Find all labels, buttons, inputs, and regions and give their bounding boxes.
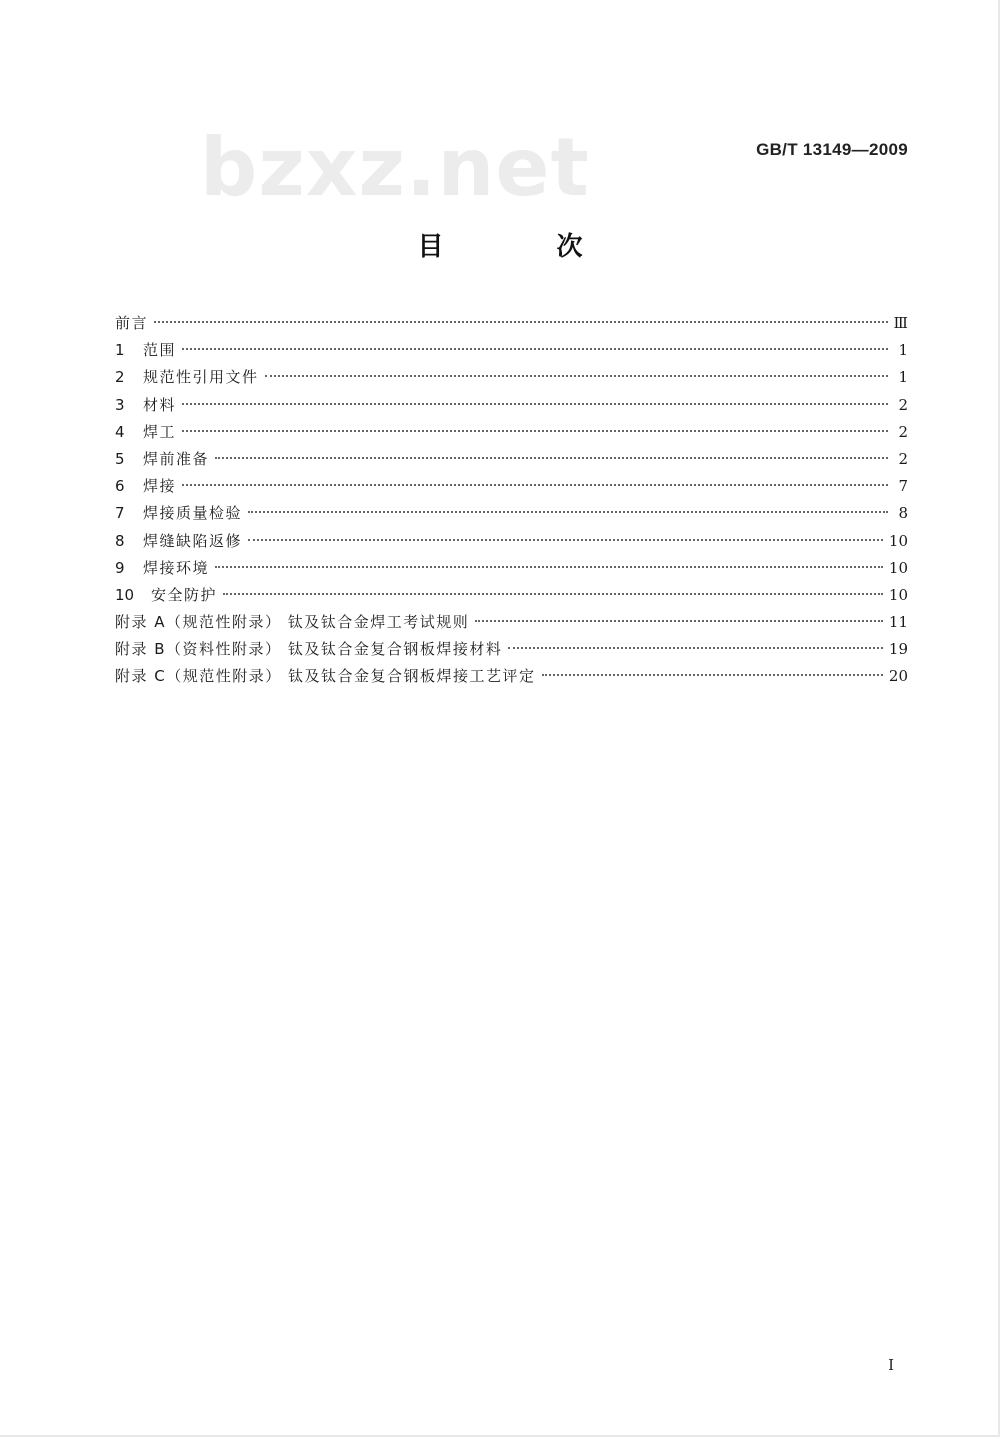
toc-entry-page: 11 xyxy=(888,613,908,632)
toc-entry-number: 3 xyxy=(115,395,125,414)
toc-entry-label: 材料 xyxy=(143,395,177,414)
toc-leader-dots xyxy=(182,348,888,350)
toc-entry-number: 1 xyxy=(115,341,125,360)
toc-entry[interactable] xyxy=(115,310,908,337)
toc-entry-number: 9 xyxy=(115,558,125,577)
page-title: 目 次 xyxy=(417,232,635,262)
toc-entry-page: 2 xyxy=(898,395,908,414)
toc-leader-dots xyxy=(154,321,888,323)
toc-leader-dots xyxy=(265,375,888,377)
toc-leader-dots xyxy=(248,511,888,513)
toc-entry-page: 19 xyxy=(888,640,908,659)
toc-entry-label: 焊前准备 xyxy=(143,449,210,468)
watermark: bzxz.net xyxy=(200,121,590,214)
toc-entry[interactable] xyxy=(115,555,908,582)
toc-leader-dots xyxy=(215,457,888,459)
toc-entry-number: 5 xyxy=(115,449,125,468)
toc-entry-number: 2 xyxy=(115,368,125,387)
table-of-contents xyxy=(115,310,908,691)
standard-code: GB/T 13149—2009 xyxy=(756,140,908,159)
toc-entry-label: 焊接 xyxy=(143,477,177,496)
toc-leader-dots xyxy=(223,593,883,595)
toc-leader-dots xyxy=(248,539,883,541)
toc-entry-page: 10 xyxy=(888,585,908,604)
toc-entry-page: 1 xyxy=(898,341,908,360)
toc-entry-label: 焊接质量检验 xyxy=(143,504,243,523)
toc-entry-label: 附录 B（资料性附录） 钛及钛合金复合钢板焊接材料 xyxy=(115,640,503,659)
toc-entry-annex-c[interactable] xyxy=(115,663,908,690)
toc-entry-page: 10 xyxy=(888,558,908,577)
toc-entry[interactable] xyxy=(115,392,908,419)
toc-entry-number: 10 xyxy=(115,585,135,604)
toc-leader-dots xyxy=(182,403,888,405)
toc-entry-label: 范围 xyxy=(143,341,177,360)
toc-entry[interactable] xyxy=(115,364,908,391)
toc-entry-annex-a[interactable] xyxy=(115,609,908,636)
toc-entry-label: 附录 C（规范性附录） 钛及钛合金复合钢板焊接工艺评定 xyxy=(115,667,536,686)
toc-entry-number: 7 xyxy=(115,504,125,523)
toc-leader-dots xyxy=(475,620,883,622)
toc-entry-label: 附录 A（规范性附录） 钛及钛合金焊工考试规则 xyxy=(115,613,470,632)
toc-entry-page: 1 xyxy=(898,368,908,387)
toc-entry-page: 2 xyxy=(898,422,908,441)
toc-entry-page: 2 xyxy=(898,449,908,468)
page-number: I xyxy=(888,1356,894,1374)
toc-entry-page: Ⅲ xyxy=(893,314,908,332)
toc-entry-annex-b[interactable] xyxy=(115,636,908,663)
toc-entry[interactable] xyxy=(115,337,908,364)
toc-entry-number: 6 xyxy=(115,477,125,496)
toc-entry-label: 焊工 xyxy=(143,422,177,441)
toc-entry[interactable] xyxy=(115,528,908,555)
toc-leader-dots xyxy=(215,566,883,568)
toc-entry-page: 8 xyxy=(898,504,908,523)
toc-entry-label: 安全防护 xyxy=(151,585,218,604)
toc-entry-label: 前言 xyxy=(115,314,149,332)
toc-entry-number: 8 xyxy=(115,531,125,550)
toc-entry-page: 7 xyxy=(898,477,908,496)
toc-leader-dots xyxy=(182,484,888,486)
toc-entry[interactable] xyxy=(115,582,908,609)
toc-entry-page: 20 xyxy=(888,667,908,686)
toc-leader-dots xyxy=(508,647,883,649)
toc-entry[interactable] xyxy=(115,500,908,527)
toc-entry[interactable] xyxy=(115,419,908,446)
toc-entry-label: 焊接环境 xyxy=(143,558,210,577)
toc-leader-dots xyxy=(182,430,888,432)
toc-leader-dots xyxy=(542,674,883,676)
toc-entry[interactable] xyxy=(115,473,908,500)
toc-entry-number: 4 xyxy=(115,422,125,441)
toc-entry[interactable] xyxy=(115,446,908,473)
toc-entry-label: 焊缝缺陷返修 xyxy=(143,531,243,550)
toc-entry-page: 10 xyxy=(888,531,908,550)
toc-entry-label: 规范性引用文件 xyxy=(143,368,259,387)
